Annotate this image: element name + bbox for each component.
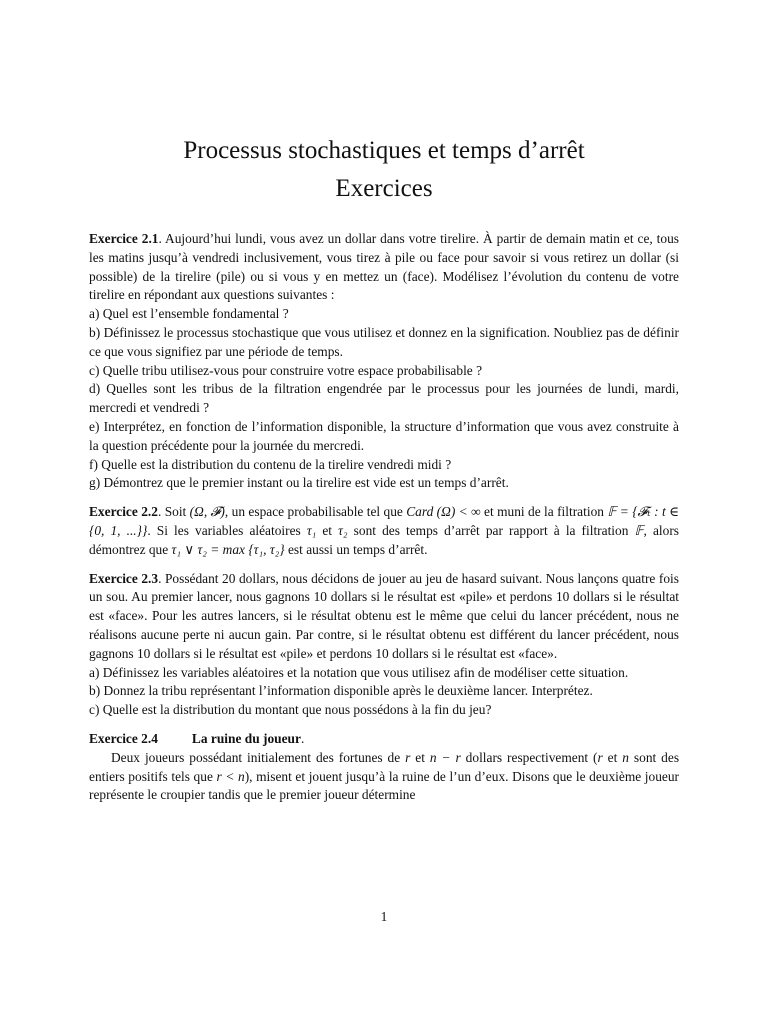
math: n − r [429, 749, 461, 765]
exercise-2-1 [89, 230, 679, 493]
text: sont des temps d’arrêt par rapport à la filtration [347, 522, 635, 538]
math: (Ω, 𝓕) [189, 504, 225, 520]
exercise-2-3 [89, 570, 679, 720]
question-f: f) Quelle est la distribution du contenu de la tirelire vendredi midi ? [89, 456, 452, 472]
question-a: a) Quel est l’ensemble fondamental ? [89, 306, 289, 322]
question-c: c) Quelle est la distribution du montant que nous possédons à la fin du jeu? [89, 702, 492, 718]
text: sont des entiers positifs tels que [89, 749, 680, 784]
question-c: c) Quelle tribu utilisez-vous pour construire votre espace probabilisable ? [89, 362, 483, 378]
text: . Si les variables aléatoires [147, 522, 307, 538]
math: r [597, 749, 603, 765]
text: , un espace probabilisable tel que [224, 504, 407, 520]
question-b: b) Donnez la tribu représentant l’information disponible après le deuxième lancer. Interprétez. [89, 683, 593, 699]
exercise-2-4 [89, 730, 679, 805]
exercise-heading: Exercice 2.4 [89, 730, 158, 746]
exercise-heading: Exercice 2.2 [89, 504, 158, 520]
exercise-text: . Aujourd’hui lundi, vous avez un dollar dans votre tirelire. À partir de demain matin et ce, tous les matins jusqu’à vendredi inclusivement, vous tirez à pile ou face pour savoir si vous retirez un dollar (si possible) de la tirelire (pile) ou si vous y en mettez un (face). Modélisez l’évolution du contenu de votre tirelire en répondant aux questions suivantes : [89, 231, 679, 303]
document-title: Processus stochastiques et temps d’arrêt [183, 137, 585, 164]
text: et [602, 749, 623, 765]
text: ), misent et jouent jusqu’à la ruine de l’un d’eux. Disons que le deuxième joueur représente le croupier tandis que le premier joueur détermine [89, 768, 680, 803]
exercise-2-2-text [89, 503, 679, 559]
exercise-heading: Exercice 2.3 [89, 570, 159, 586]
question-a: a) Définissez les variables aléatoires et la notation que vous utilisez afin de modéliser cette situation. [89, 664, 629, 680]
math: Card (Ω) < ∞ [406, 504, 481, 520]
math: r [405, 749, 411, 765]
exercise-2-4-text [89, 749, 679, 805]
math: r < n [216, 768, 245, 784]
math: τ₁ ∨ τ₂ = max {τ₁, τ₂} [171, 541, 285, 557]
exercise-text: . Possédant 20 dollars, nous décidons de jouer au jeu de hasard suivant. Nous lançons quatre fois un sou. Au premier lancer, nous gagnons 10 dollars si le résultat est «pile» et perdons 10 dollars si le résultat est «face». Pour les autres lancers, si le résultat obtenu est le même que celui du lancer précédent, nous ne réalisons aucune perte ni aucun gain. Par contre, si le résultat obtenu est différent du lancer précédent, nous gagnons 10 dollars si le résultat est «pile» et perdons 10 dollars si le résultat est «face». [89, 570, 679, 661]
math: 𝔽 = {𝓕ₜ : t ∈ {0, 1, ...}} [89, 504, 679, 538]
exercise-2-4-heading [89, 730, 679, 749]
exercise-heading: Exercice 2.1 [89, 231, 159, 246]
math: 𝔽 [634, 522, 644, 538]
question-g: g) Démontrez que le premier instant ou la tirelire est vide est un temps d’arrêt. [89, 475, 509, 491]
exercise-2-2 [89, 503, 679, 559]
text: . Soit [157, 504, 190, 520]
math: τ₂ [338, 522, 348, 538]
exercise-subtitle: La ruine du joueur [191, 730, 301, 746]
text: dollars respectivement ( [460, 749, 598, 765]
document-subtitle: Exercices [335, 175, 433, 202]
exercise-2-3-intro [89, 570, 679, 664]
question-e: e) Interprétez, en fonction de l’information disponible, la structure d’information que vous avez construite à la question précédente pour la journée du mercredi. [89, 418, 679, 453]
question-d: d) Quelles sont les tribus de la filtration engendrée par le processus pour les journées de lundi, mardi, mercredi et vendredi ? [89, 381, 679, 416]
exercise-2-1-intro [89, 230, 679, 305]
text: . [300, 730, 305, 746]
page-number: 1 [380, 909, 388, 924]
question-b: b) Définissez le processus stochastique que vous utilisez et donnez en la signification. Noubliez pas de définir ce que vous signifiez par une période de temps. [89, 324, 679, 359]
text: et [410, 749, 430, 765]
math: n [622, 749, 629, 765]
document-body [89, 230, 679, 815]
text: est aussi un temps d’arrêt. [284, 541, 428, 557]
text: et [316, 522, 339, 538]
text: Deux joueurs possédant initialement des fortunes de [111, 749, 406, 765]
text: , alors démontrez que [89, 522, 680, 557]
math: τ₁ [306, 522, 317, 538]
text: et muni de la filtration [480, 504, 608, 520]
